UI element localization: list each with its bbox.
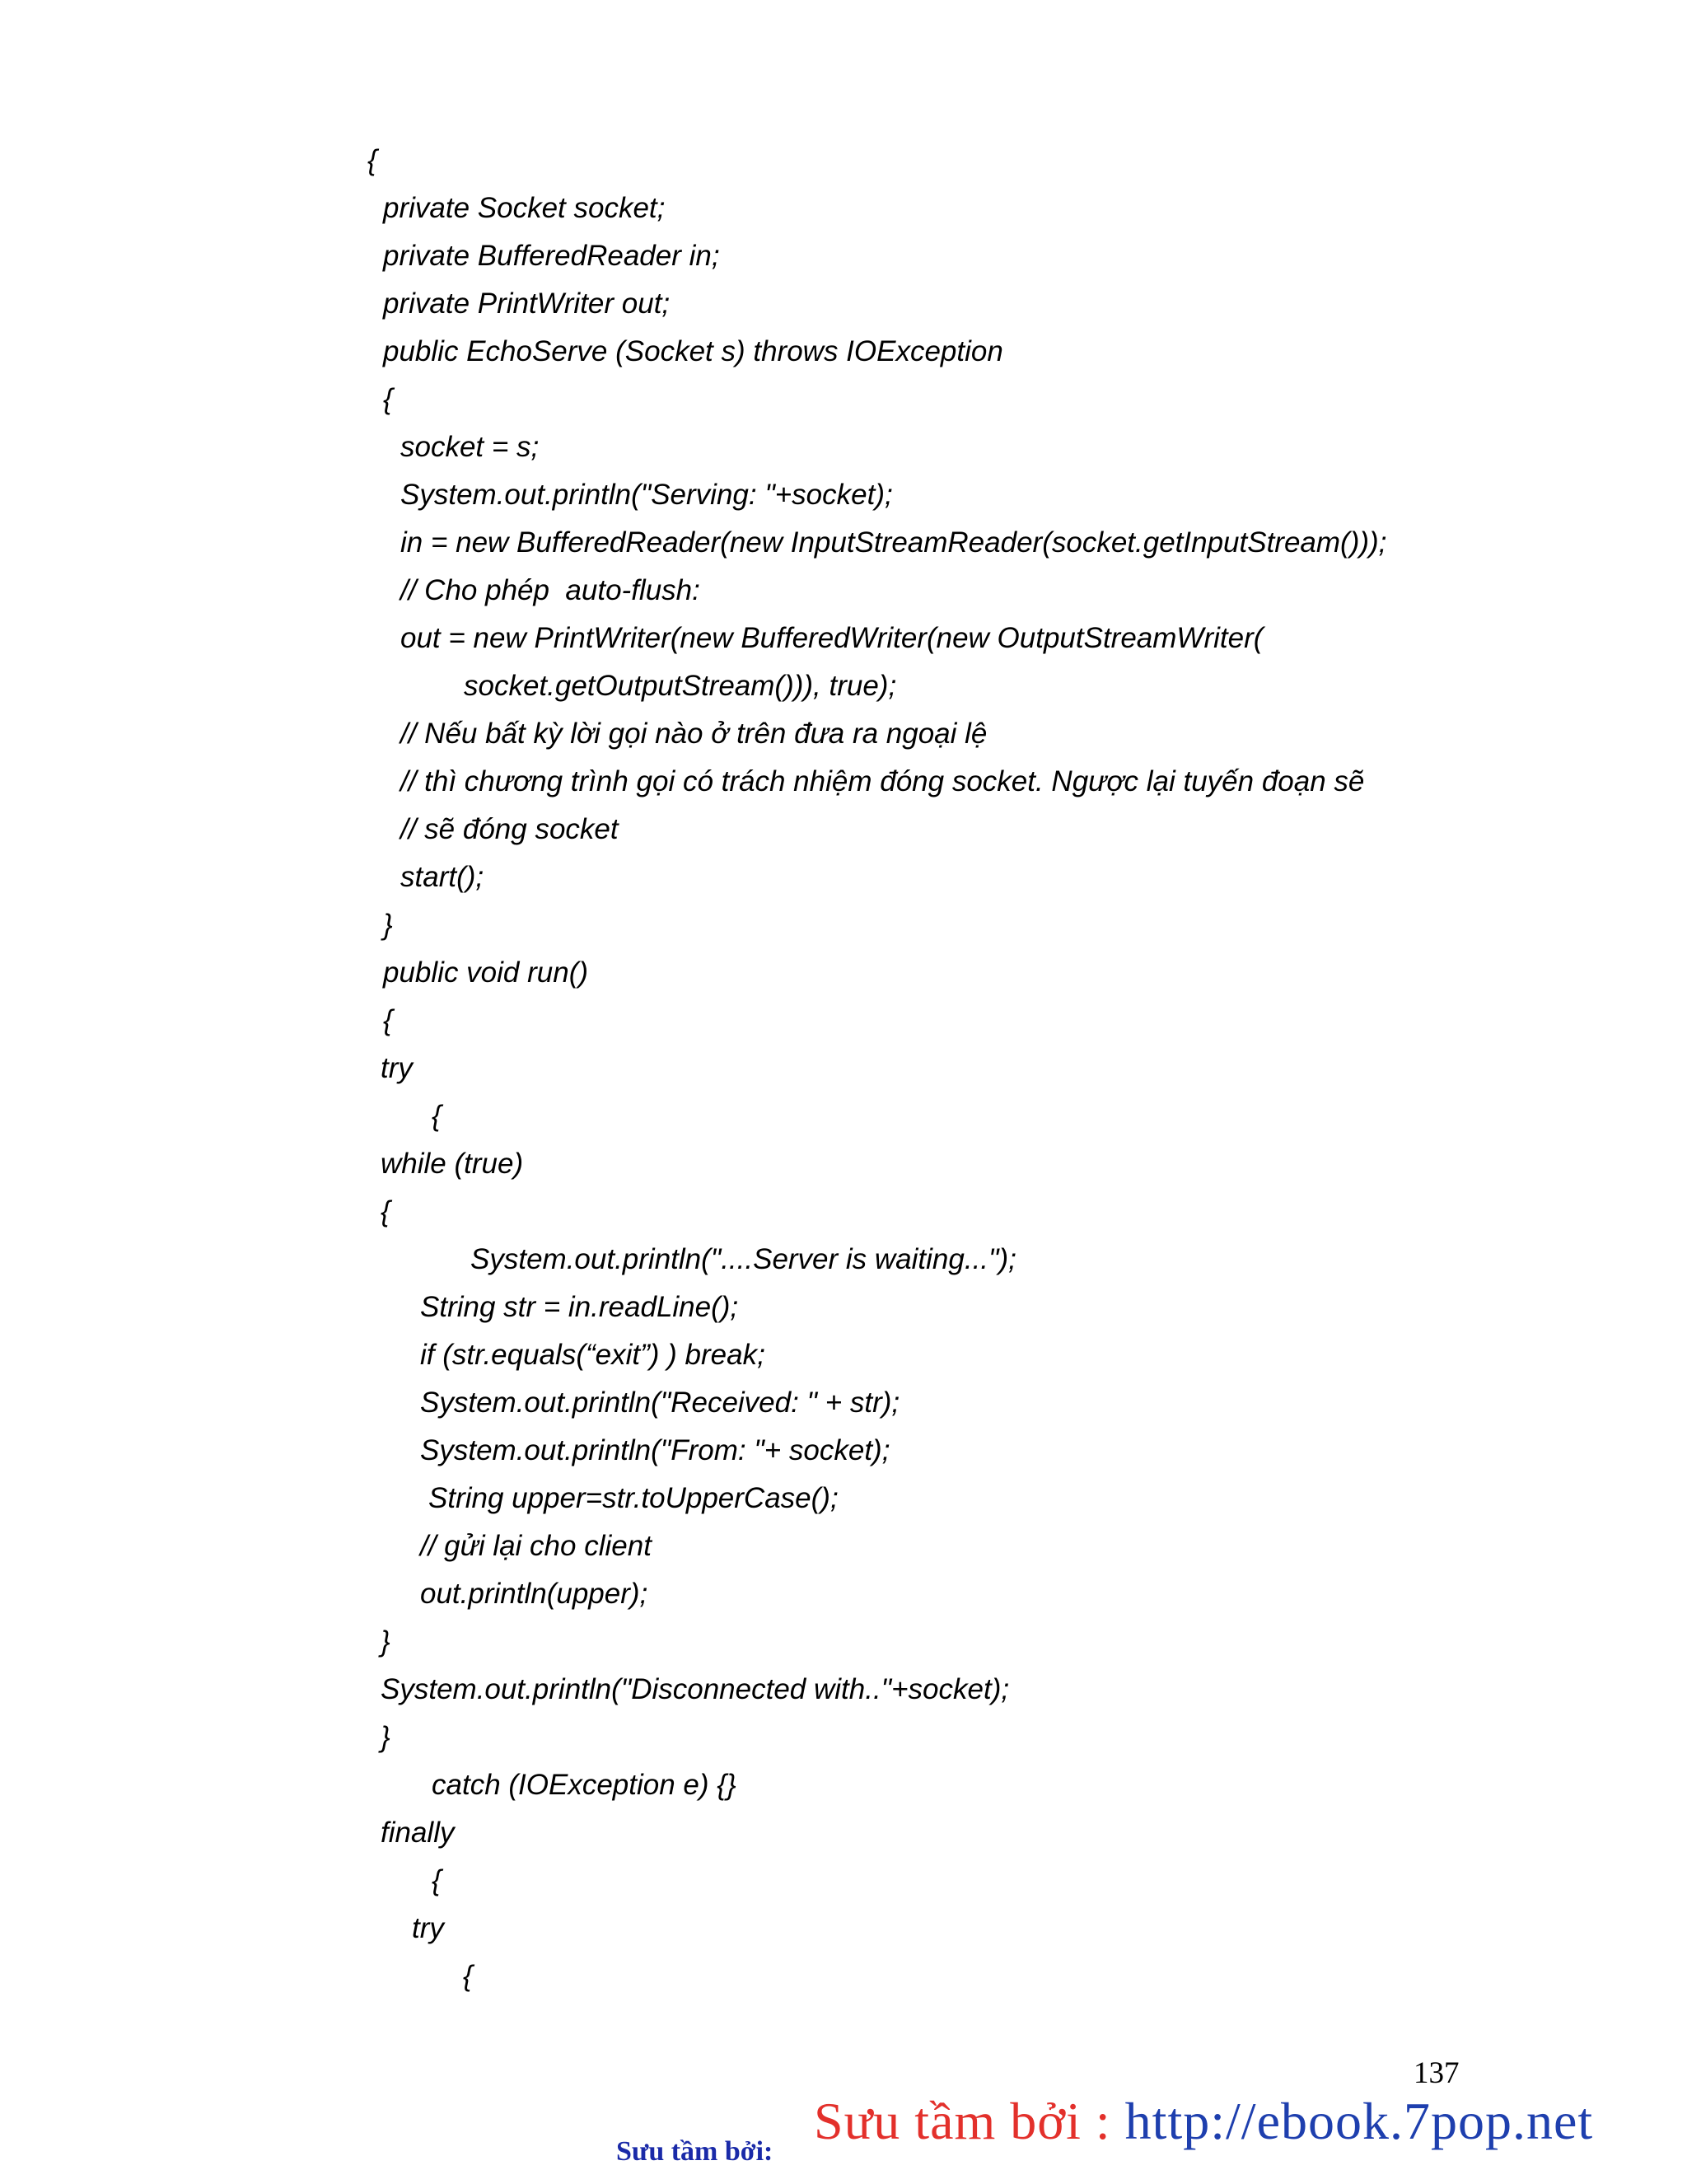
code-line: System.out.println("From: "+ socket); xyxy=(420,1434,890,1466)
code-line: } xyxy=(381,1721,390,1753)
code-line: { xyxy=(383,383,393,415)
code-line: out.println(upper); xyxy=(420,1578,648,1610)
code-line: try xyxy=(412,1912,444,1944)
code-line: try xyxy=(381,1052,413,1084)
code-line: System.out.println("Received: " + str); xyxy=(420,1387,900,1419)
code-line: out = new PrintWriter(new BufferedWriter(new OutputStreamWriter( xyxy=(400,622,1264,654)
page-number: 137 xyxy=(1414,2056,1460,2090)
code-line: } xyxy=(383,909,393,941)
code-comment: // Nếu bất kỳ lời gọi nào ở trên đưa ra ngoại lệ xyxy=(400,718,988,750)
code-comment: // Cho phép auto-flush: xyxy=(400,574,700,606)
code-line: socket = s; xyxy=(400,431,540,463)
code-line: finally xyxy=(381,1817,455,1849)
code-line: { xyxy=(367,144,377,176)
code-line: { xyxy=(432,1864,442,1896)
footer-credit: Sưu tầm bởi: xyxy=(616,2136,773,2167)
code-line: { xyxy=(463,1960,473,1992)
code-line: socket.getOutputStream())), true); xyxy=(464,670,897,702)
code-line: System.out.println("Serving: "+socket); xyxy=(400,479,893,511)
code-line: { xyxy=(381,1195,390,1228)
code-line: private Socket socket; xyxy=(383,192,666,224)
code-comment: // gửi lại cho client xyxy=(420,1530,652,1562)
watermark-link[interactable] xyxy=(814,2091,1593,2152)
watermark-url[interactable]: http://ebook.7pop.net xyxy=(1124,2092,1594,2150)
code-line: private PrintWriter out; xyxy=(383,288,671,320)
code-line: catch (IOException e) {} xyxy=(432,1769,736,1801)
code-line: { xyxy=(383,1004,393,1036)
code-line: System.out.println("....Server is waiting..."); xyxy=(470,1243,1016,1275)
code-line: start(); xyxy=(400,861,484,893)
code-line: in = new BufferedReader(new InputStreamReader(socket.getInputStream())); xyxy=(400,526,1387,559)
watermark-prefix: Sưu tầm bởi : xyxy=(814,2092,1125,2150)
code-line: while (true) xyxy=(381,1148,524,1180)
code-line: String upper=str.toUpperCase(); xyxy=(428,1482,839,1514)
code-line: public EchoServe (Socket s) throws IOException xyxy=(383,335,1003,367)
code-line: private BufferedReader in; xyxy=(383,240,720,272)
code-comment: // sẽ đóng socket xyxy=(400,813,619,845)
code-line: String str = in.readLine(); xyxy=(420,1291,739,1323)
code-line: System.out.println("Disconnected with.."+socket); xyxy=(381,1673,1010,1705)
code-line: public void run() xyxy=(383,956,588,989)
code-line: } xyxy=(381,1625,390,1658)
code-line: { xyxy=(432,1100,442,1132)
code-comment: // thì chương trình gọi có trách nhiệm đóng socket. Ngược lại tuyến đoạn sẽ xyxy=(400,765,1365,797)
code-line: if (str.equals(“exit”) ) break; xyxy=(420,1339,765,1371)
